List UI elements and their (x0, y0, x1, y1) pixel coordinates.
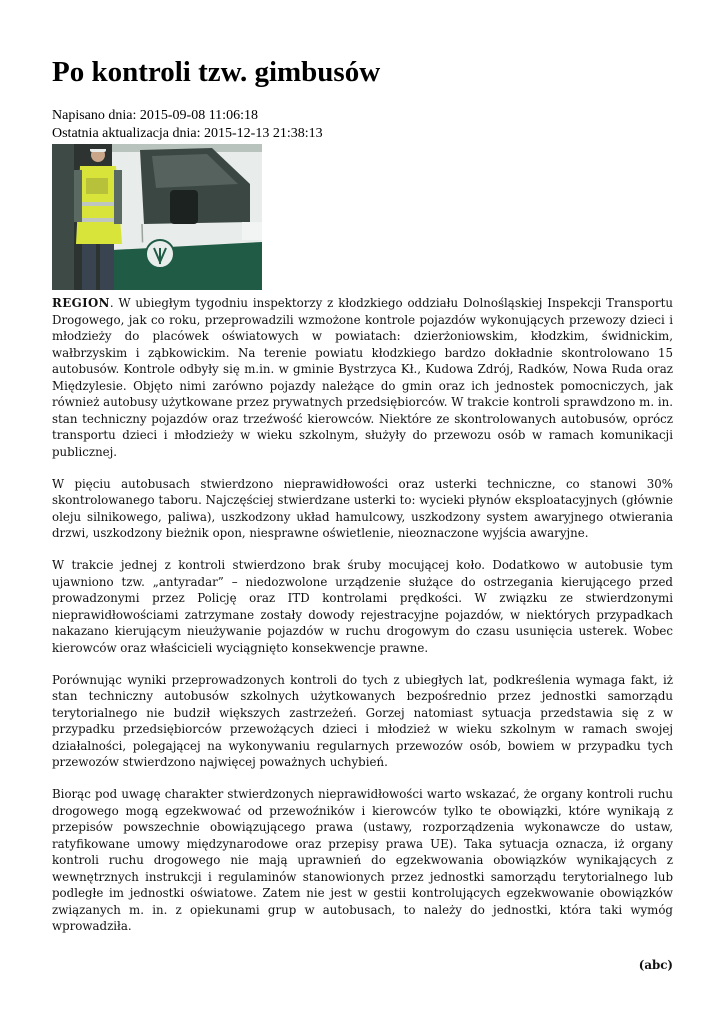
published-date: Napisano dnia: 2015-09-08 11:06:18 (52, 108, 258, 123)
article-paragraph-4: Porównując wyniki przeprowadzonych kontroli do tych z ubiegłych lat, podkreślenia wymaga fakt, iż stan techniczny autobusów szkolnych użytkowanych bezpośrednio przez jednostki samorządu terytorialnego nie budził większych zastrzeżeń. Gorzej natomiast sytuacja przedstawia się z w przypadku przedsiębiorców przewożących dzieci i młodzież w wieku szkolnym w ramach swojej działalności, polegającej na wykonywaniu regularnych przewozów osób, bowiem w przypadku tych przewozów stwierdzono najwięcej poważnych uchybień. (52, 672, 673, 769)
article-paragraph-2: W pięciu autobusach stwierdzono nieprawidłowości oraz usterki techniczne, co stanowi 30% skontrolowanego taboru. Najczęściej stwierdzane usterki to: wycieki płynów eksploatacyjnych (głównie oleju silnikowego, paliwa), uszkodzony układ hamulcowy, uszkodzony system awaryjnego otwierania drzwi, uszkodzony bieżnik opon, niesprawne oświetlenie, nieoznaczone wyjścia awaryjne. (52, 476, 673, 540)
updated-date: Ostatnia aktualizacja dnia: 2015-12-13 21:38:13 (52, 126, 323, 141)
article-paragraph-5: Biorąc pod uwagę charakter stwierdzonych nieprawidłowości warto wskazać, że organy kontroli ruchu drogowego mogą egzekwować od przewoźników i kierowców tylko te obowiązki, które wynikają z przepisów powszechnie obowiązującego prawa (ustawy, rozporządzenia wykonawcze do ustaw, ratyfikowane umowy międzynarodowe oraz przepisy prawa UE). Taka sytuacja oznacza, iż organy kontroli ruchu drogowego nie mają uprawnień do egzekwowania obowiązków wynikających z wewnętrznych instrukcji i regulaminów stanowionych przez jednostki samorządu terytorialnego lub podległe im jednostki oświatowe. Zatem nie jest w gestii kontrolujących egzekwowanie obowiązków związanych m. in. z opiekunami grup w autobusach, to należy do jednostki, która taki wymóg wprowadziła. (52, 787, 673, 933)
article-body (52, 295, 673, 973)
article-meta (52, 107, 323, 143)
article-paragraph-3: W trakcie jednej z kontroli stwierdzono brak śruby mocującej koło. Dodatkowo w autobusie tym ujawniono tzw. „antyradar” – niedozwolone urządzenie służące do ostrzegania kierującego przed prowadzonymi przez Policję oraz ITD kontrolami prędkości. W związku ze stwierdzonymi nieprawidłowościami zatrzymane zostały dowody rejestracyjne pojazdów, w niektórych przypadkach nakazano kierującym nieużywanie pojazdów w ruchu drogowym do czasu usunięcia usterek. Wobec kierowców oraz właścicieli wyciągnięto konsekwencje prawne. (52, 558, 673, 655)
inspector-van-image (52, 144, 262, 290)
lead-word: REGION (52, 296, 110, 310)
paragraph-1-text: . W ubiegłym tygodniu inspektorzy z kłodzkiego oddziału Dolnośląskiej Inspekcji Transportu Drogowego, jak co roku, przeprowadzili wzmożone kontrole pojazdów wykonujących przewozy dzieci i młodzieży do placówek oświatowych w powiatach: dzierżoniowskim, kłodzkim, świdnickim, wałbrzyskim i ząbkowickim. Na terenie powiatu kłodzkiego bardzo dokładnie skontrolowano 15 autobusów. Kontrole odbyły się m.in. w gminie Bystrzyca Kł., Kudowa Zdrój, Radków, Nowa Ruda oraz Międzylesie. Objęto nimi zarówno pojazdy należące do gmin oraz ich jednostek pomocniczych, jak również autobusy użytkowane przez prywatnych przedsiębiorców. W trakcie kontroli sprawdzono m. in. stan techniczny pojazdów oraz trzeźwość kierowców. Niektóre ze skontrolowanych autobusów, oprócz transportu dzieci i młodzieży w wieku szkolnym, służyły do przewozu osób w ramach komunikacji publicznej. (52, 296, 673, 459)
article-photo (52, 144, 262, 290)
article-paragraph-1 (52, 295, 673, 460)
article-title: Po kontroli tzw. gimbusów (52, 56, 381, 88)
author-signature: (abc) (638, 957, 673, 972)
